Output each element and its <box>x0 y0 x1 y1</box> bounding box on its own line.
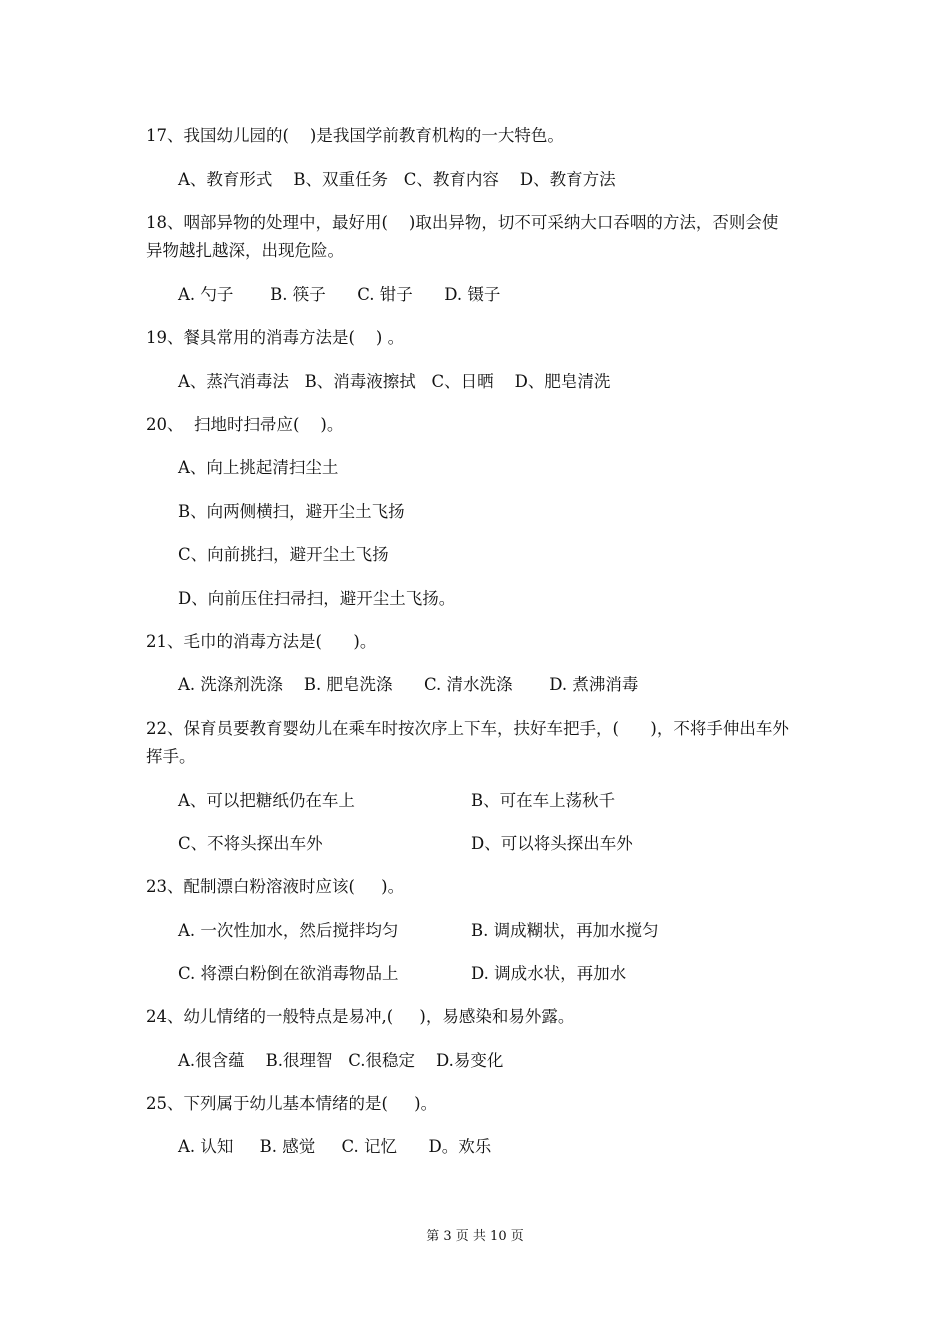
question-23-option-c: C. 将漂白粉倒在欲消毒物品上 <box>178 964 399 983</box>
question-17-options: A、教育形式 B、双重任务 C、教育内容 D、教育方法 <box>178 170 616 189</box>
question-20-stem: 20、 扫地时扫帚应( )。 <box>146 415 344 434</box>
question-22-stem: 22、保育员要教育婴幼儿在乘车时按次序上下车，扶好车把手，( )，不将手伸出车外 <box>146 719 789 738</box>
question-20-option-c: C、向前挑扫，避开尘土飞扬 <box>178 545 389 564</box>
question-17-stem: 17、我国幼儿园的( )是我国学前教育机构的一大特色。 <box>146 126 564 145</box>
question-24-options: A.很含蕴 B.很理智 C.很稳定 D.易变化 <box>178 1051 504 1070</box>
question-18-options: A. 勺子 B. 筷子 C. 钳子 D. 镊子 <box>178 285 501 304</box>
question-24-stem: 24、幼儿情绪的一般特点是易冲,( )，易感染和易外露。 <box>146 1007 575 1026</box>
question-21-options: A. 洗涤剂洗涤 B. 肥皂洗涤 C. 清水洗涤 D. 煮沸消毒 <box>178 675 639 694</box>
page-number: 第 3 页 共 10 页 <box>426 1229 524 1244</box>
question-23-option-b: B. 调成糊状，再加水搅匀 <box>471 921 659 940</box>
question-22-stem-cont: 挥手。 <box>146 747 196 766</box>
question-22-option-a: A、可以把糖纸仍在车上 <box>178 791 355 810</box>
question-25-stem: 25、下列属于幼儿基本情绪的是( )。 <box>146 1094 438 1113</box>
question-22-option-c: C、不将头探出车外 <box>178 834 323 853</box>
question-22-option-b: B、可在车上荡秋千 <box>471 791 616 810</box>
question-19-options: A、蒸汽消毒法 B、消毒液擦拭 C、日晒 D、肥皂清洗 <box>178 372 611 391</box>
question-23-option-a: A. 一次性加水，然后搅拌均匀 <box>178 921 399 940</box>
question-18-stem-cont: 异物越扎越深，出现危险。 <box>146 241 344 260</box>
question-19-stem: 19、餐具常用的消毒方法是( ) 。 <box>146 328 405 347</box>
question-20-option-b: B、向两侧横扫，避开尘土飞扬 <box>178 502 405 521</box>
question-20-option-d: D、向前压住扫帚扫，避开尘土飞扬。 <box>178 589 456 608</box>
question-23-stem: 23、配制漂白粉溶液时应该( )。 <box>146 877 405 896</box>
question-23-option-d: D. 调成水状，再加水 <box>471 964 627 983</box>
question-21-stem: 21、毛巾的消毒方法是( )。 <box>146 632 377 651</box>
question-25-options: A. 认知 B. 感觉 C. 记忆 D。欢乐 <box>178 1137 492 1156</box>
question-20-option-a: A、向上挑起清扫尘土 <box>178 458 339 477</box>
question-18-stem: 18、咽部异物的处理中，最好用( )取出异物，切不可采纳大口吞咽的方法，否则会使 <box>146 213 779 232</box>
question-22-option-d: D、可以将头探出车外 <box>471 834 633 853</box>
